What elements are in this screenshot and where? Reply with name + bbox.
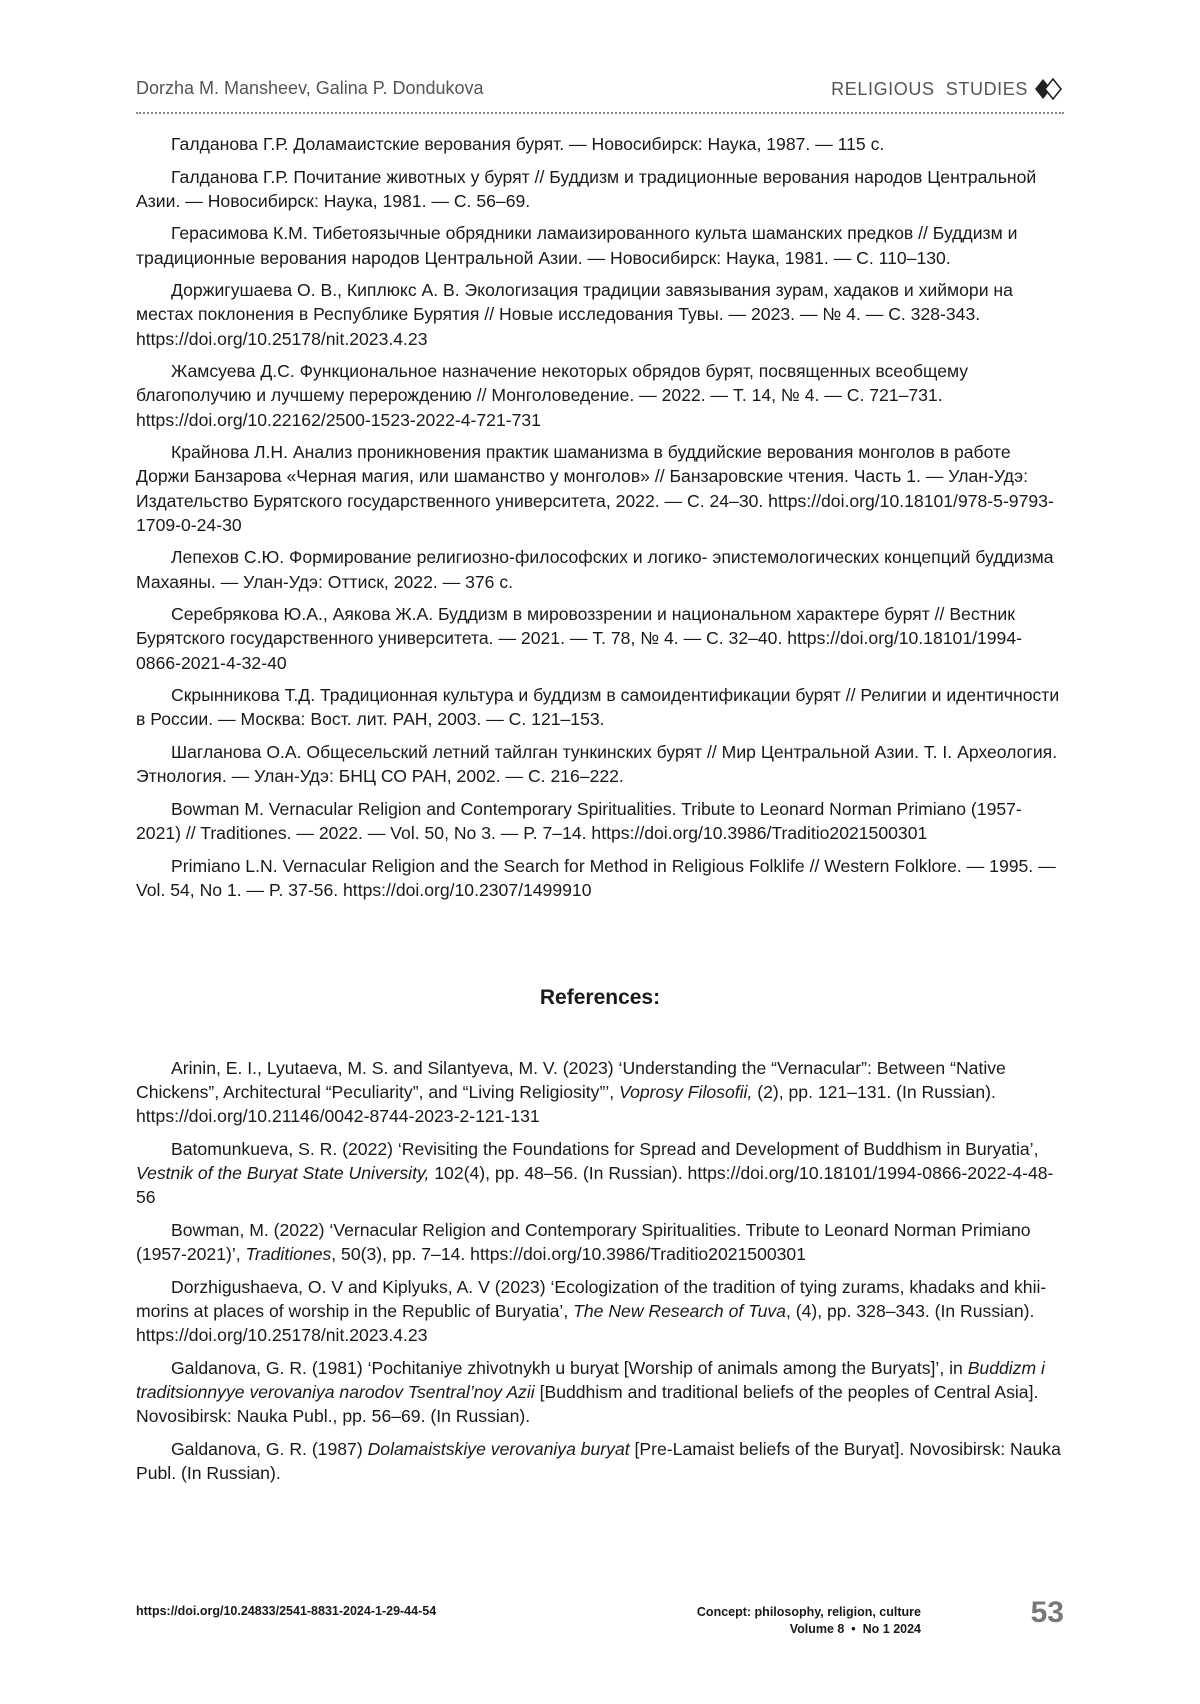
running-header: [136, 78, 1064, 104]
bibliography-entry: Крайнова Л.Н. Анализ проникновения практик шаманизма в буддийские верования монголов в работе Доржи Банзарова «Черная магия, или шаманство у монголов» // Банзаровские чтения. Часть 1. — Улан-Удэ: Издательство Бурятского государственного университета, 2022. — С. 24–30. https://doi.org/10.18101/978-5-9793-1709-0-24-30: [136, 442, 1054, 535]
bibliography-entry: Жамсуева Д.С. Функциональное назначение некоторых обрядов бурят, посвященных всеобщему благополучию и лучшему перерождению // Монголоведение. — 2022. — Т. 14, № 4. — С. 721–731. https://doi.org/10.22162/2500-1523-2022-4-721-731: [136, 361, 969, 430]
header-divider: [136, 112, 1064, 114]
bibliography-entry: Primiano L.N. Vernacular Religion and the Search for Method in Religious Folklife // Western Folklore. — 1995. — Vol. 54, No 1. — P. 37-56. https://doi.org/10.2307/1499910: [136, 855, 1056, 900]
reference-text: [Pre-Lamaist beliefs of the Buryat]. Novosibirsk: Nauka Publ. (In Russian).: [136, 1438, 1061, 1483]
bibliography-entry: Серебрякова Ю.А., Аякова Ж.А. Буддизм в мировоззрении и национальном характере бурят // Вестник Бурятского государственного университета. — 2021. — Т. 78, № 4. — С. 32–40. https://doi.org/10.18101/1994-0866-2021-4-32-40: [136, 604, 1022, 673]
reference-text: , (4), pp. 328–343. (In Russian). https://doi.org/10.25178/nit.2023.4.23: [136, 1301, 1035, 1346]
reference-entry: [136, 1137, 1064, 1210]
reference-text: [Buddhism and traditional beliefs of the peoples of Central Asia]. Novosibirsk: Nauka Publ., pp. 56–69. (In Russian).: [136, 1382, 1039, 1427]
reference-text: Batomunkueva, S. R. (2022) ‘Revisiting the Foundations for Spread and Development of Buddhism in Buryatia’,: [171, 1139, 1039, 1159]
references-heading: References:: [539, 986, 661, 1009]
reference-entry: [136, 1437, 1064, 1485]
header-section-label: RELIGIOUS STUDIES: [831, 78, 1028, 99]
reference-source-title: Voprosy Filosofii,: [619, 1082, 753, 1103]
bibliography-entry: Шагланова О.А. Общесельский летний тайлган тункинских бурят // Мир Центральной Азии. Т. I. Археология. Этнология. — Улан-Удэ: БНЦ СО РАН, 2002. — С. 216–222.: [136, 741, 1058, 787]
reference-text: Arinin, E. I., Lyutaeva, M. S. and Silantyeva, M. V. (2023) ‘Understanding the “Vernacular”: Between “Native Chickens”, Architectural “Peculiarity”, and “Living Religiosity”’,: [136, 1058, 1006, 1103]
bibliography-entry: Доржигушаева О. В., Киплюкс А. В. Экологизация традиции завязывания зурам, хадаков и хиймори на местах поклонения в Республике Бурятия // Новые исследования Тувы. — 2023. — № 4. — С. 328-343. https://doi.org/10.25178/nit.2023.4.23: [136, 280, 1013, 349]
reference-entry: [136, 1275, 1064, 1348]
page-number: 53: [1030, 1596, 1064, 1629]
reference-text: , 50(3), pp. 7–14. https://doi.org/10.3986/Traditio2021500301: [331, 1244, 807, 1265]
bibliography-entry: Галданова Г.Р. Почитание животных у бурят // Буддизм и традиционные верования народов Центральной Азии. — Новосибирск: Наука, 1981. — С. 56–69.: [136, 166, 1037, 211]
reference-text: Galdanova, G. R. (1987): [171, 1438, 368, 1459]
bibliography-entry: Bowman M. Vernacular Religion and Contemporary Spiritualities. Tribute to Leonard Norman Primiano (1957-2021) // Traditiones. — 2022. — Vol. 50, No 3. — P. 7–14. https://doi.org/10.3986/Traditio2021500301: [136, 798, 1022, 843]
reference-source-title: Vestnik of the Buryat State University,: [136, 1163, 430, 1184]
footer-doi: https://doi.org/10.24833/2541-8831-2024-1-29-44-54: [136, 1604, 437, 1618]
reference-text: (2), pp. 121–131. (In Russian). https://doi.org/10.21146/0042-8744-2023-2-121-131: [136, 1082, 996, 1127]
bibliography-entry: Галданова Г.Р. Доламаистские верования бурят. — Новосибирск: Наука, 1987. — 115 с.: [171, 134, 885, 154]
reference-entry: [136, 1218, 1064, 1266]
double-diamond-icon: [1034, 78, 1064, 100]
reference-entry: [136, 1056, 1064, 1129]
reference-entry: [136, 1356, 1064, 1429]
footer-issue: Volume 8 • No 1 2024: [789, 1622, 921, 1636]
reference-source-title: Buddizm i traditsionnyye verovaniya narodov Tsentral’noy Azii: [136, 1357, 1045, 1402]
references-en: [136, 1056, 1064, 1494]
reference-source-title: The New Research of Tuva: [573, 1301, 786, 1321]
bibliography-entry: Лепехов С.Ю. Формирование религиозно-философских и логико- эпистемологических концепций буддизма Махаяны. — Улан-Удэ: Оттиск, 2022. — 376 с.: [136, 547, 1054, 592]
reference-text: Bowman, M. (2022) ‘Vernacular Religion and Contemporary Spiritualities. Tribute to Leonard Norman Primiano (1957-2021)’,: [136, 1220, 1031, 1265]
bibliography-entry: Скрынникова Т.Д. Традиционная культура и буддизм в самоидентификации бурят // Религии и идентичности в России. — Москва: Вост. лит. РАН, 2003. — С. 121–153.: [136, 685, 1060, 730]
footer-journal-info: [697, 1604, 921, 1638]
header-authors: Dorzha M. Mansheev, Galina P. Dondukova: [136, 78, 484, 98]
bibliography-entry: Герасимова К.М. Тибетоязычные обрядники ламаизированного культа шаманских предков // Буддизм и традиционные верования народов Центральной Азии. — Новосибирск: Наука, 1981. — С. 110–130.: [136, 223, 1018, 268]
reference-text: 102(4), pp. 48–56. (In Russian). https://doi.org/10.18101/1994-0866-2022-4-48-56: [136, 1163, 1054, 1208]
reference-source-title: Dolamaistskiye verovaniya buryat: [367, 1438, 630, 1459]
reference-text: Dorzhigushaeva, O. V and Kiplyuks, A. V (2023) ‘Ecologization of the tradition of tying zurams, khadaks and khii-morins at places of worship in the Republic of Buryatia’,: [136, 1276, 1047, 1321]
reference-text: Galdanova, G. R. (1981) ‘Pochitaniye zhivotnykh u buryat [Worship of animals among the Buryats]’, in: [171, 1357, 968, 1378]
footer-journal-title: Concept: philosophy, religion, culture: [696, 1605, 921, 1619]
reference-source-title: Traditiones: [245, 1244, 332, 1265]
header-section: [831, 78, 1064, 100]
bibliography-ru: [136, 132, 1064, 910]
